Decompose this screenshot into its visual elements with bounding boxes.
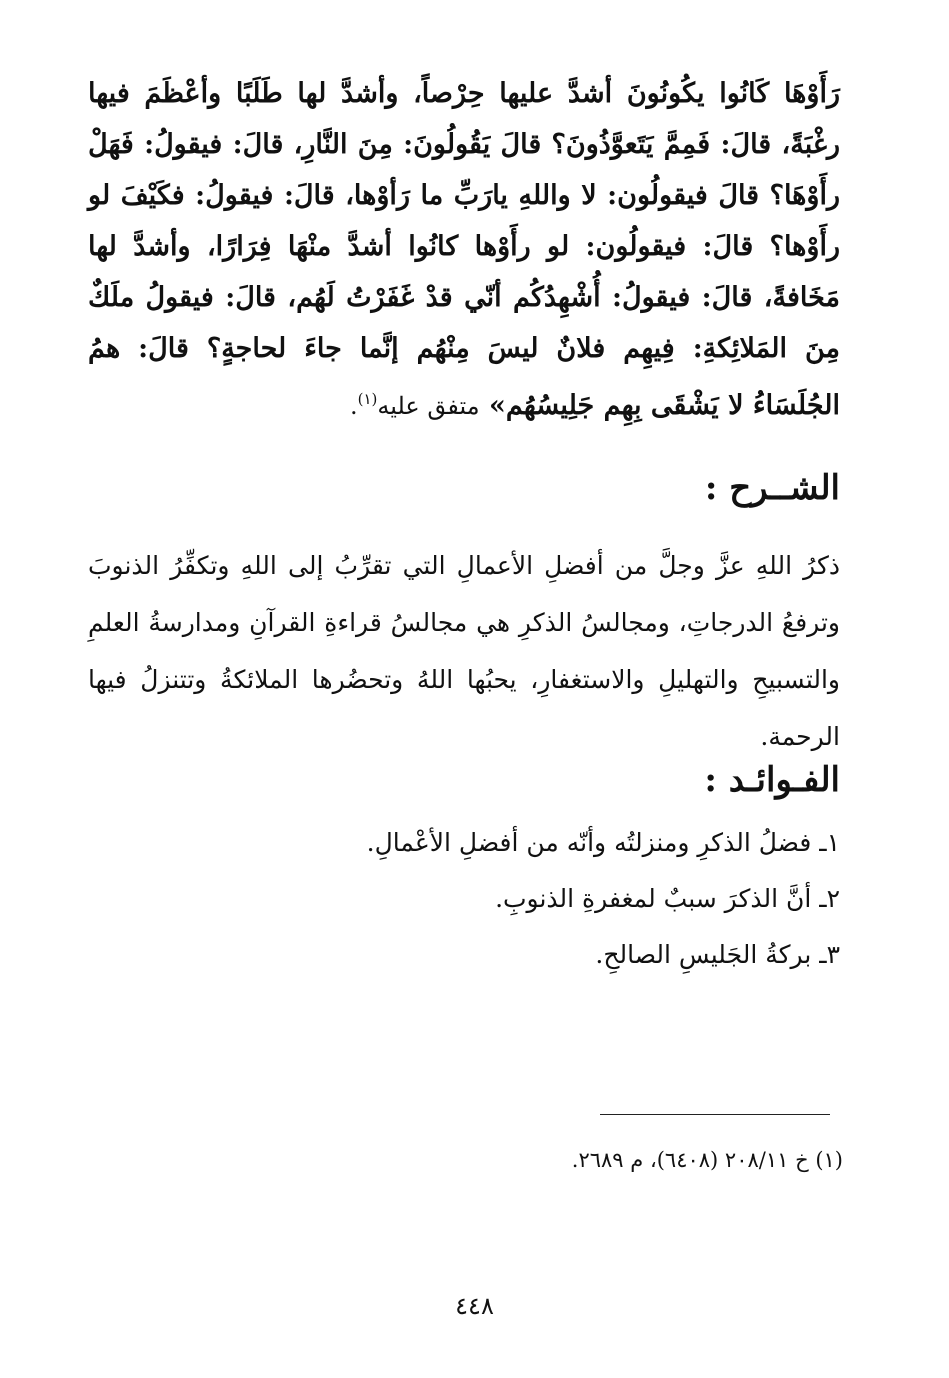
footnote: (١) خ ٢٠٨/١١ (٦٤٠٨)، م ٢٦٨٩. bbox=[571, 1148, 843, 1172]
benefit-item-1: ١ـ فضلُ الذكرِ ومنزلتُه وأنّه من أفضلِ الأعْمالِ. bbox=[366, 828, 840, 857]
hadith-end: . bbox=[349, 392, 358, 420]
footnote-marker: (١) bbox=[357, 390, 378, 408]
fawaid-heading: الفـوائـد : bbox=[704, 760, 840, 800]
sharh-heading: الشــرح : bbox=[704, 468, 840, 508]
benefit-item-2: ٢ـ أنَّ الذكرَ سببٌ لمغفرةِ الذنوبِ. bbox=[495, 884, 840, 913]
sharh-paragraph: ذكرُ اللهِ عزَّ وجلَّ من أفضلِ الأعمالِ التي تقرِّبُ إلى اللهِ وتكفِّرُ الذنوبَ وترفعُ الدرجاتِ، ومجالسُ الذكرِ هي مجالسُ قراءةِ القرآنِ ومدارسةُ العلمِ والتسبيحِ والتهليلِ والاستغفارِ، يحبُها اللهُ وتحضُرها الملائكةُ وتتنزلُ فيها الرحمة. bbox=[88, 551, 840, 751]
footnote-separator bbox=[600, 1114, 830, 1115]
page-number: ٤٤٨ bbox=[455, 1292, 494, 1320]
benefits-list bbox=[190, 815, 840, 983]
hadith-text bbox=[88, 68, 840, 432]
hadith-body: رَأَوْهَا كَانُوا يكُونُونَ أشدَّ عليها حِرْصاً، وأشدَّ لها طَلَبًا وأعْظَمَ فيها رغْبَةً، قالَ: فَمِمَّ يَتَعوَّذُونَ؟ قالَ يَقُولُونَ: مِنَ النَّارِ، قالَ: فيقولُ: فَهَلْ رأَوْهَا؟ قالَ فيقولُون: لا واللهِ يارَبِّ ما رَأوْها، قالَ: فيقولُ: فكَيْفَ لو رأَوْها؟ قالَ: فيقولُون: لو رأَوْها كانُوا أشدَّ منْهَا فِرَارًا، وأشدَّ لها مَخَافةً، قالَ: فيقولُ: أُشْهِدُكُم أنّي قدْ غَفَرْتُ لَهُم، قالَ: فيقولُ ملَكٌ مِنَ المَلائِكةِ: فِيهِم فلانٌ ليسَ مِنْهُم إنَّما جاءَ لحاجةٍ؟ قالَ: همُ الجُلَسَاءُ لا يَشْقَى بِهِم جَلِيسُهُم» bbox=[88, 78, 840, 421]
benefit-item-3: ٣ـ بركةُ الجَليسِ الصالحِ. bbox=[595, 940, 840, 969]
hadith-citation: متفق عليه bbox=[377, 392, 480, 420]
